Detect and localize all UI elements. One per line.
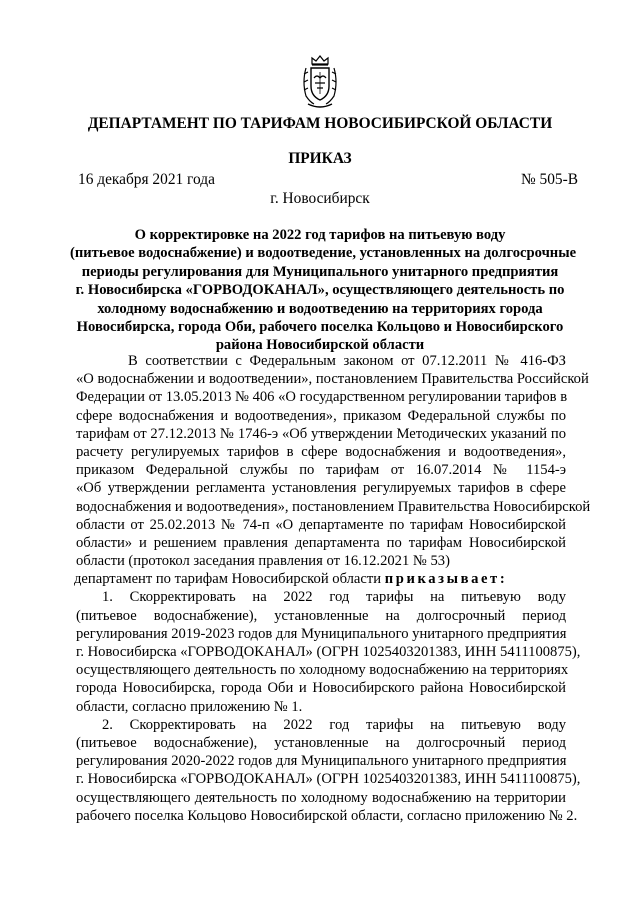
order-number: № 505-В <box>520 171 578 188</box>
preamble-line: тарифам от 27.12.2013 № 1746-э «Об утверждении Методических указаний по <box>76 425 566 442</box>
item1-line: 1. Скорректировать на 2022 год тарифы на питьевую воду <box>102 589 566 606</box>
coat-of-arms-icon <box>300 52 340 110</box>
item1-line: области, согласно приложению № 1. <box>76 698 303 715</box>
preamble-line: области» и решением правления департамента по тарифам Новосибирской <box>76 534 566 551</box>
item2-line: (питьевое водоснабжение), установленные на долгосрочный период <box>76 734 566 751</box>
preamble-line: области (протокол заседания правления от 16.12.2021 № 53) <box>76 553 450 570</box>
preamble-line: приказом Федеральной службы по тарифам от 16.07.2014 № 1154-э <box>76 462 566 479</box>
item2-line: осуществляющего деятельность по холодному водоснабжению на территории <box>76 789 566 806</box>
order-body <box>74 352 591 825</box>
title-line: холодному водоснабжению и водоотведению на территориях города <box>97 300 543 317</box>
title-line: района Новосибирской области <box>215 337 425 354</box>
preamble-line: «О водоснабжении и водоотведении», постановлением Правительства Российской <box>76 371 589 388</box>
item1-line: регулирования 2019-2023 годов для Муниципального унитарного предприятия <box>76 625 567 642</box>
item2-line: регулирования 2020-2022 годов для Муниципального унитарного предприятия <box>76 753 567 770</box>
item2-line: 2. Скорректировать на 2022 год тарифы на питьевую воду <box>102 716 566 733</box>
preamble-line: расчету регулируемых тарифов в сфере водоснабжения и водоотведения», <box>76 443 566 460</box>
order-city: г. Новосибирск <box>270 190 370 207</box>
preamble-line: водоснабжения и водоотведения», постановлением Правительства Новосибирской <box>76 498 591 515</box>
item1-line: города Новосибирска, города Оби и Новосибирского района Новосибирской <box>76 680 566 697</box>
preamble-line: Федерации от 13.05.2013 № 406 «О государственном регулировании тарифов в <box>76 389 568 406</box>
item2-line: г. Новосибирска «ГОРВОДОКАНАЛ» (ОГРН 1025403201383, ИНН 5411100875), <box>76 771 581 788</box>
title-line: Новосибирска, города Оби, рабочего поселка Кольцово и Новосибирского <box>76 319 564 336</box>
preamble-line: «Об утверждении регламента установления регулируемых тарифов в сфере <box>76 480 566 497</box>
preamble-line: области от 25.02.2013 № 74-п «О департаменте по тарифам Новосибирской <box>76 516 566 533</box>
orders-word: приказывает: <box>384 571 508 588</box>
preamble-line: сфере водоснабжения и водоотведения», приказом Федеральной службы по <box>76 407 566 424</box>
doc-type-heading: ПРИКАЗ <box>288 150 352 167</box>
item1-line: г. Новосибирска «ГОРВОДОКАНАЛ» (ОГРН 1025403201383, ИНН 5411100875), <box>76 644 581 660</box>
department-heading: ДЕПАРТАМЕНТ ПО ТАРИФАМ НОВОСИБИРСКОЙ ОБЛАСТИ <box>87 115 553 132</box>
item2-line: рабочего поселка Кольцово Новосибирской области, согласно приложению № 2. <box>76 807 578 824</box>
order-date: 16 декабря 2021 года <box>78 171 215 188</box>
order-title <box>70 226 577 355</box>
title-line: г. Новосибирска «ГОРВОДОКАНАЛ», осуществляющего деятельность по <box>75 282 565 299</box>
preamble-line: В соответствии с Федеральным законом от 07.12.2011 № 416-ФЗ <box>128 353 566 369</box>
orders-line <box>74 570 566 588</box>
title-line: (питьевое водоснабжение) и водоотведение, установленных на долгосрочные <box>70 245 577 262</box>
orders-intro: департамент по тарифам Новосибирской области <box>74 571 382 588</box>
title-line: периоды регулирования для Муниципального унитарного предприятия <box>81 263 559 280</box>
item1-line: осуществляющего деятельность по холодному водоснабжению на территориях <box>76 662 569 679</box>
title-line: О корректировке на 2022 год тарифов на питьевую воду <box>134 227 506 243</box>
item1-line: (питьевое водоснабжение), установленные на долгосрочный период <box>76 607 566 624</box>
